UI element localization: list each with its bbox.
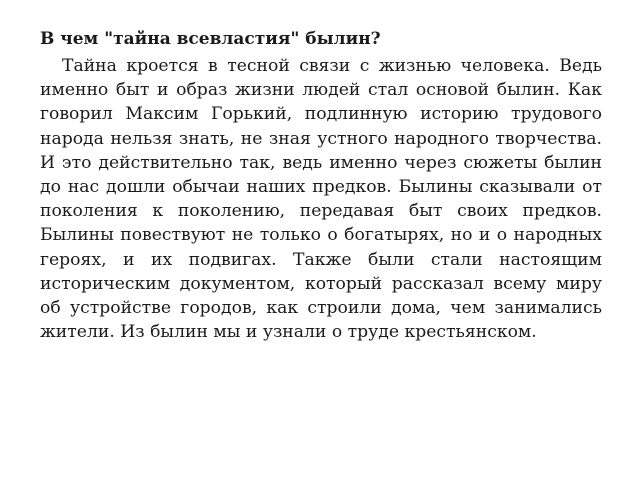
answer-paragraph: Тайна кроется в тесной связи с жизнью человека. Ведь именно быт и образ жизни людей стал основой былин. Как говорил Максим Горький, подлинную историю трудового народа нельзя знать, не зная устного народного творчества. И это действительно так, ведь именно через сюжеты былин до нас дошли обычаи наших предков. Былины сказывали от поколения к поколению, передавая быт своих предков. Былины повествуют не только о богатырях, но и о народных героях, и их подвигах. Также были стали настоящим историческим документом, который рассказал всему миру об устройстве городов, как строили дома, чем занимались жители. Из былин мы и узнали о труде крестьянском. (40, 56, 602, 343)
question-heading: В чем "тайна всевластия" былин? (40, 29, 381, 49)
document-content (40, 27, 602, 344)
